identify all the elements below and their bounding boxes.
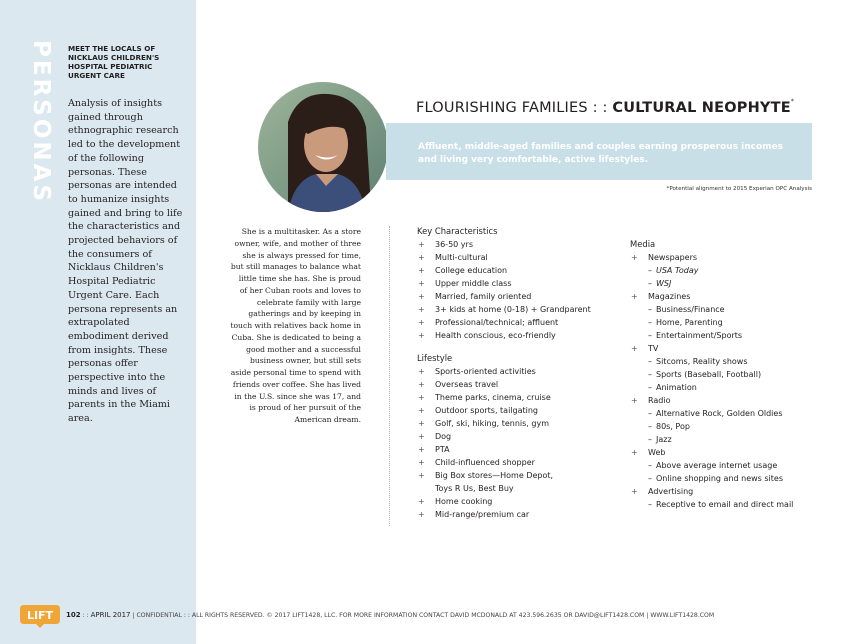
- bullet-plus-icon: +: [631, 396, 638, 405]
- media-group: + Advertising: [631, 487, 694, 496]
- bullet-plus-icon: +: [418, 305, 425, 314]
- bullet-plus-icon: +: [418, 240, 425, 249]
- list-item: + College education: [418, 266, 508, 275]
- bullet-plus-icon: +: [418, 266, 425, 275]
- media-sub-item: – Alternative Rock, Golden Oldies: [648, 409, 783, 418]
- media-group: + Radio: [631, 396, 671, 405]
- bullet-plus-icon: +: [418, 510, 425, 519]
- list-item: + Big Box stores—Home Depot, Toys R Us, Best Buy: [418, 471, 554, 493]
- persona-title-name: CULTURAL NEOPHYTE: [612, 100, 791, 116]
- column-divider: [389, 226, 390, 526]
- bullet-plus-icon: +: [418, 458, 425, 467]
- bullet-plus-icon: +: [631, 253, 638, 262]
- lifestyle-list: [417, 365, 622, 521]
- page-number: 102: [66, 611, 81, 619]
- bullet-plus-icon: +: [418, 292, 425, 301]
- bullet-plus-icon: +: [418, 432, 425, 441]
- bullet-plus-icon: +: [418, 279, 425, 288]
- list-item: + Child-influenced shopper: [418, 458, 535, 467]
- media-group: + TV: [631, 344, 659, 353]
- media-sub-item: – Entertainment/Sports: [648, 331, 743, 340]
- footnote: *Potential alignment to 2015 Experian OPC Analysis: [666, 186, 812, 192]
- media-heading: Media: [630, 239, 656, 249]
- list-item: + Married, family oriented: [418, 292, 532, 301]
- media-sub-item: – Above average internet usage: [648, 461, 778, 470]
- media-sub-item: – WSJ: [648, 279, 672, 288]
- list-item: + Dog: [418, 432, 452, 441]
- lifestyle-heading: Lifestyle: [417, 353, 453, 363]
- media-sub-item: – Sports (Baseball, Football): [648, 370, 762, 379]
- portrait-photo: [258, 82, 388, 212]
- media-sub-item: – Jazz: [648, 435, 672, 444]
- bullet-plus-icon: +: [418, 419, 425, 428]
- bullet-plus-icon: +: [418, 367, 425, 376]
- persona-title-mark: *: [790, 98, 795, 105]
- sidebar-heading: MEET THE LOCALS OF NICKLAUS CHILDREN'S HOSPITAL PEDIATRIC URGENT CARE: [68, 44, 160, 80]
- list-item: + Health conscious, eco-friendly: [418, 331, 556, 340]
- media-sub-item: – USA Today: [648, 266, 699, 275]
- footer-legal: | CONFIDENTIAL : : ALL RIGHTS RESERVED. © 2017 LIFT1428, LLC. FOR MORE INFORMATION CONTACT DAVID MCDONALD AT 423.596.2635 OR DAVID@LIFT1428.COM | WWW.LIFT1428.COM: [130, 612, 715, 619]
- bullet-plus-icon: +: [418, 318, 425, 327]
- media-sub-item: – Animation: [648, 383, 697, 392]
- media-sub-item: – Online shopping and news sites: [648, 474, 784, 483]
- bullet-plus-icon: +: [418, 380, 425, 389]
- media-list: [630, 251, 830, 511]
- list-item: + Outdoor sports, tailgating: [418, 406, 538, 415]
- list-item: + Sports-oriented activities: [418, 367, 536, 376]
- media-group: + Newspapers: [631, 253, 698, 262]
- footer-separator: : :: [80, 612, 91, 619]
- media-group: + Magazines: [631, 292, 691, 301]
- media-sub-item: – Sitcoms, Reality shows: [648, 357, 748, 366]
- persona-bio: She is a multitasker. As a store owner, wife, and mother of three she is always pressed for time, but still manages to balance what little time she has. She is proud of her Cuban roots and loves to celebrate family with large gatherings and by keeping in touch with relatives back home in Cuba. She is dedicated to being a good mother and a successful business owner, but still sets aside personal time to spend with friends over coffee. She has lived in the U.S. since she was 17, and is proud of her pursuit of the American dream.: [230, 227, 361, 424]
- list-item: + Professional/technical; affluent: [418, 318, 559, 327]
- page-footer: [0, 603, 861, 629]
- sidebar: [0, 0, 196, 644]
- persona-banner: [386, 123, 812, 180]
- vertical-title: [24, 40, 54, 205]
- bullet-plus-icon: +: [631, 448, 638, 457]
- list-item: + PTA: [418, 445, 450, 454]
- bullet-plus-icon: +: [418, 471, 425, 480]
- list-item: + Home cooking: [418, 497, 493, 506]
- media-sub-item: – Receptive to email and direct mail: [648, 500, 794, 509]
- bullet-plus-icon: +: [631, 487, 638, 496]
- media-sub-item: – Home, Parenting: [648, 318, 723, 327]
- vertical-title-text: PERSONAS: [28, 40, 54, 205]
- persona-banner-text: Affluent, middle-aged families and couples earning prosperous incomes and living very comfortable, active lifestyles.: [418, 142, 783, 165]
- bullet-plus-icon: +: [631, 344, 638, 353]
- bullet-plus-icon: +: [418, 445, 425, 454]
- list-item: + 36-50 yrs: [418, 240, 473, 249]
- list-item: + 3+ kids at home (0-18) + Grandparent: [418, 305, 591, 314]
- bullet-plus-icon: +: [418, 497, 425, 506]
- key-characteristics-list: [417, 238, 622, 342]
- sidebar-body: Analysis of insights gained through ethnographic research led to the development of the following personas. These personas are intended to humanize insights gained and bring to life the characteristics and projected behaviors of the consumers of Nicklaus Children's Hospital Pediatric Urgent Care. Each persona represents an extrapolated embodiment derived from insights. These personas offer perspective into the minds and lives of parents in the Miami area.: [68, 98, 183, 425]
- list-item: + Multi-cultural: [418, 253, 488, 262]
- footer-text: [66, 611, 714, 619]
- bullet-plus-icon: +: [631, 292, 638, 301]
- persona-title-prefix: FLOURISHING FAMILIES : :: [416, 100, 613, 116]
- logo-text: LIFT: [26, 609, 54, 622]
- persona-portrait: [258, 82, 388, 212]
- bullet-plus-icon: +: [418, 393, 425, 402]
- media-sub-item: – Business/Finance: [648, 305, 725, 314]
- list-item: + Overseas travel: [418, 380, 499, 389]
- footer-month: APRIL 2017: [90, 611, 131, 619]
- persona-title: [416, 100, 794, 116]
- list-item: + Mid-range/premium car: [418, 510, 530, 519]
- media-group: + Web: [631, 448, 666, 457]
- media-sub-item: – 80s, Pop: [648, 422, 690, 431]
- list-item: + Golf, ski, hiking, tennis, gym: [418, 419, 549, 428]
- list-item: + Upper middle class: [418, 279, 512, 288]
- bullet-plus-icon: +: [418, 253, 425, 262]
- characteristics-column: [417, 225, 622, 521]
- bullet-plus-icon: +: [418, 331, 425, 340]
- list-item: + Theme parks, cinema, cruise: [418, 393, 551, 402]
- media-column: [630, 238, 830, 511]
- lift-logo-icon: [18, 603, 62, 629]
- bullet-plus-icon: +: [418, 406, 425, 415]
- key-characteristics-heading: Key Characteristics: [417, 226, 498, 236]
